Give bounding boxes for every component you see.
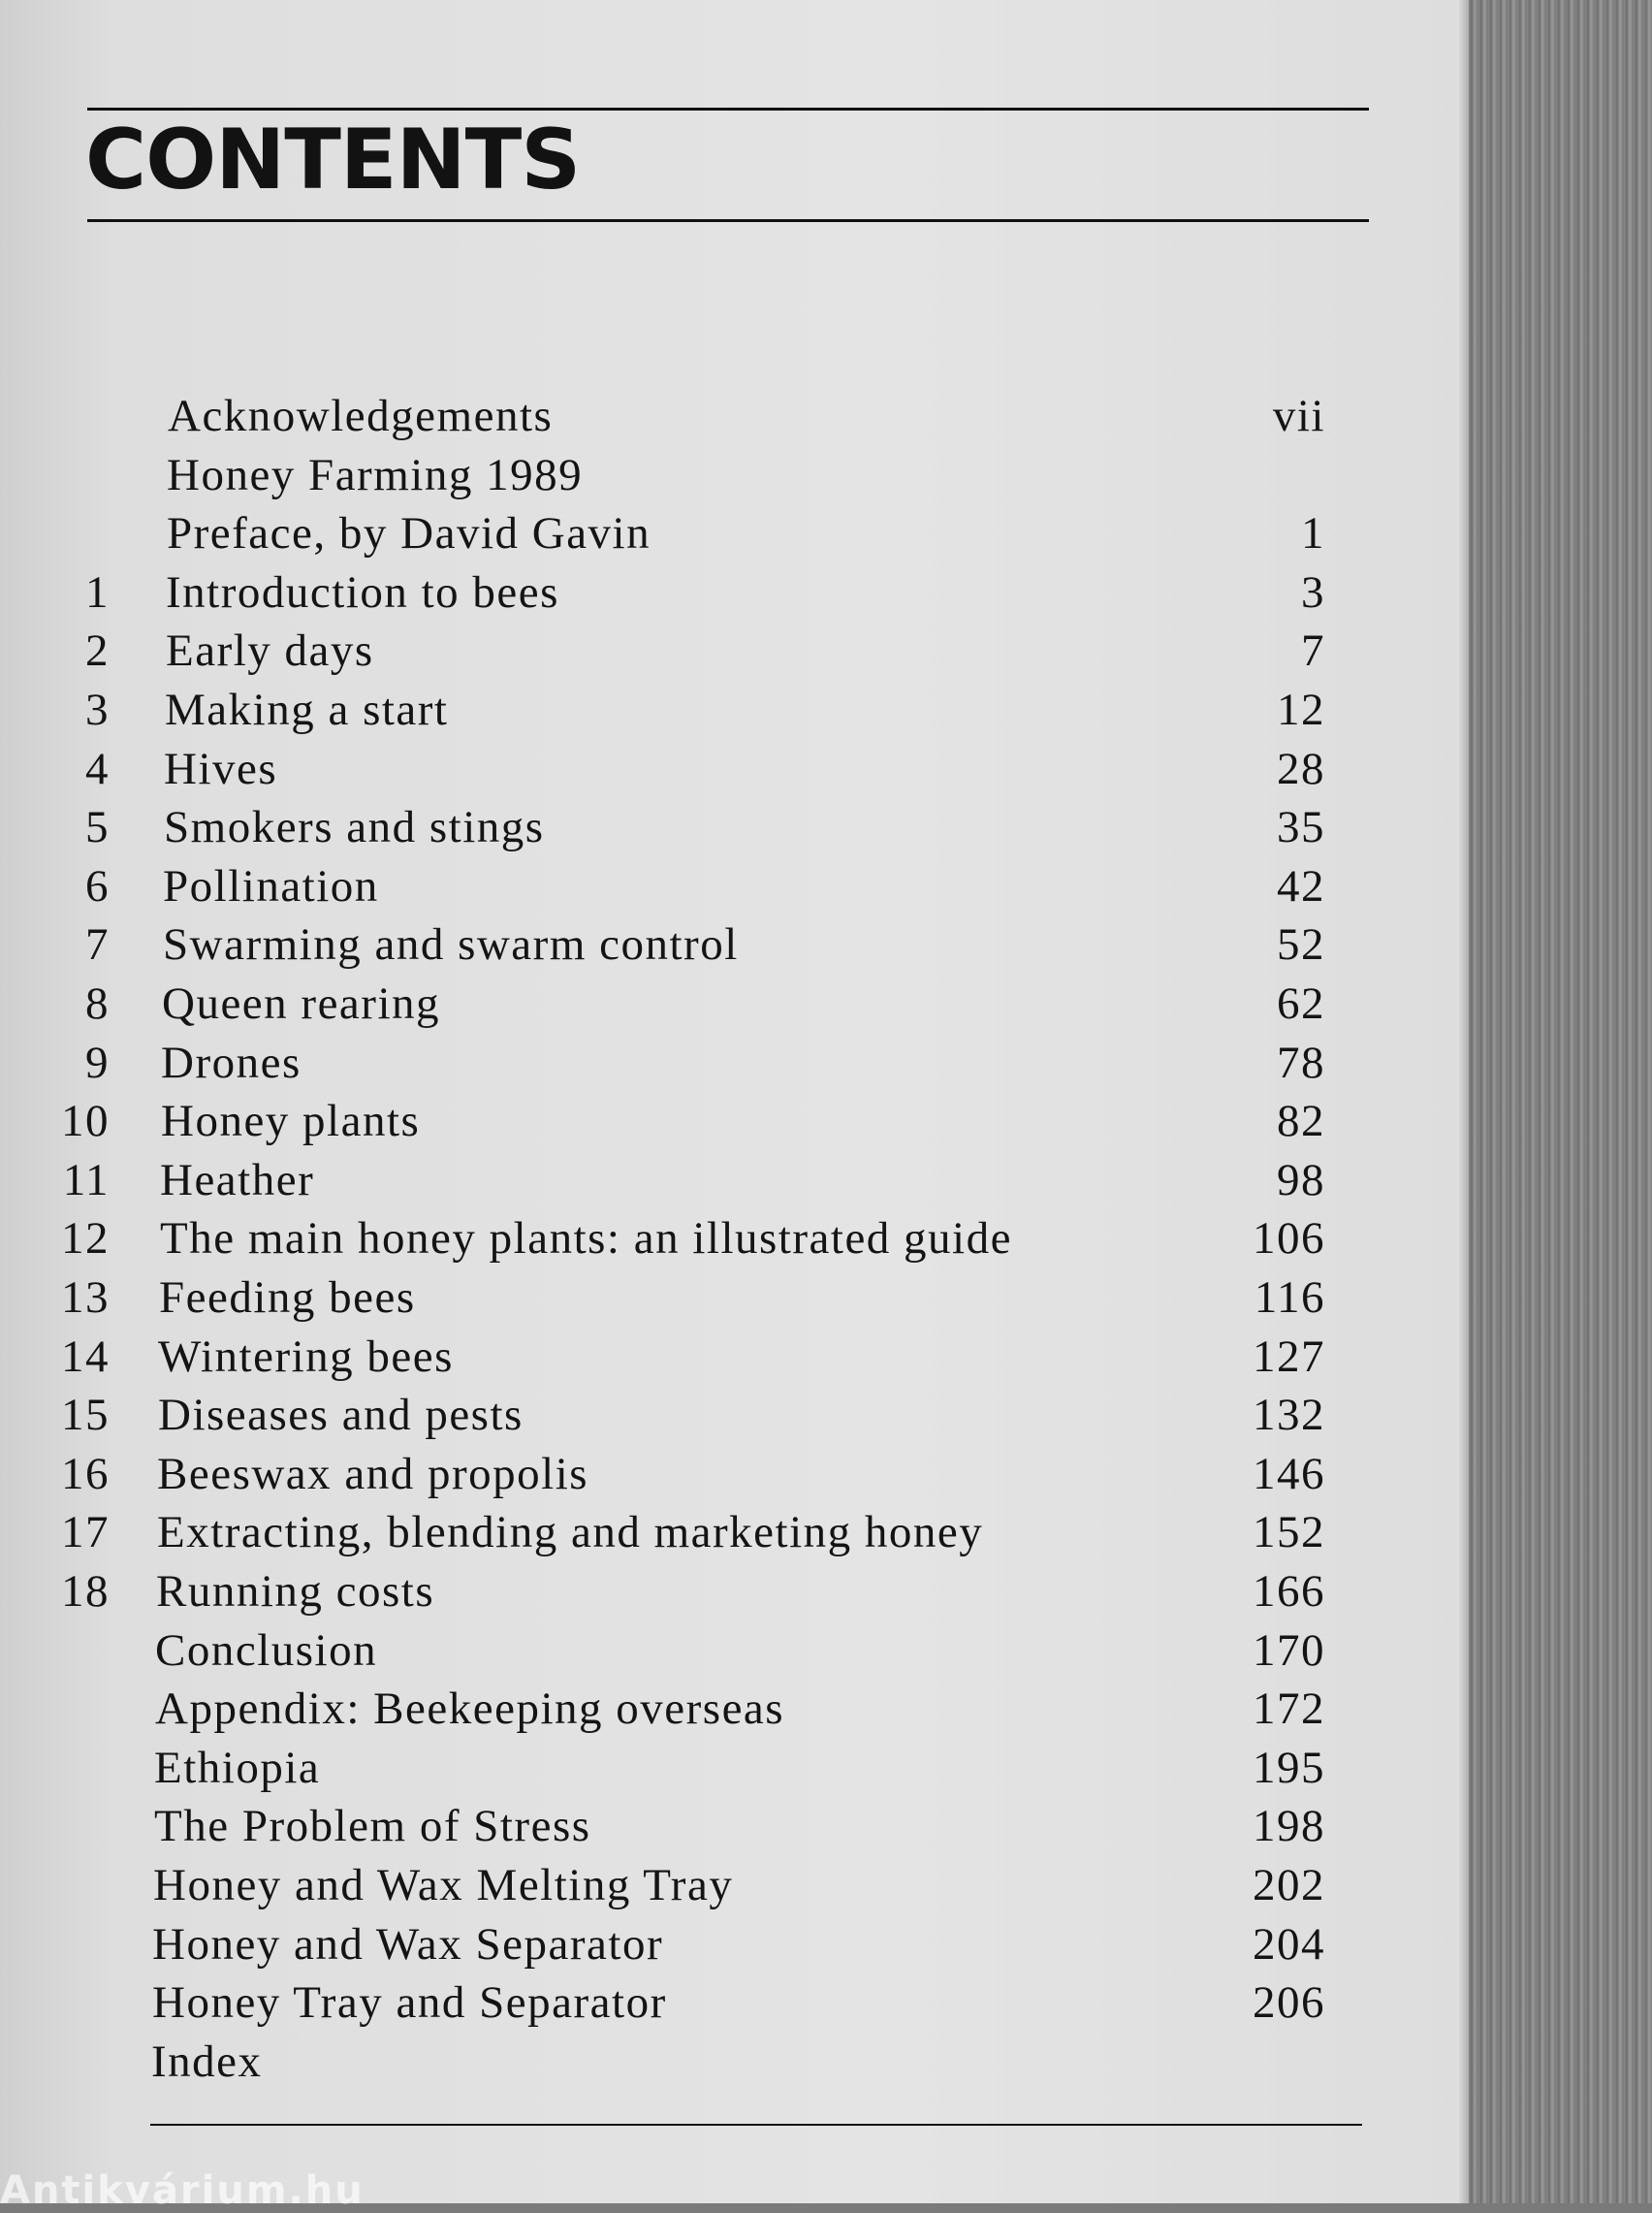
chapter-title: Conclusion	[155, 1624, 378, 1676]
page-number: 3	[1301, 566, 1325, 618]
heading-rule	[87, 219, 1369, 222]
toc-entry	[0, 978, 1469, 1036]
chapter-number: 13	[61, 1272, 110, 1323]
page-number: 172	[1253, 1684, 1325, 1735]
toc-entry	[0, 684, 1469, 742]
page-number: 82	[1277, 1096, 1325, 1147]
chapter-title: Extracting, blending and marketing honey	[157, 1507, 984, 1558]
chapter-number: 16	[61, 1448, 110, 1499]
page-number: 132	[1253, 1390, 1325, 1441]
toc-entry	[0, 918, 1469, 977]
page-number: 98	[1277, 1154, 1325, 1205]
chapter-number: 11	[62, 1154, 110, 1205]
chapter-title: Queen rearing	[162, 978, 440, 1029]
chapter-title: Appendix: Beekeeping overseas	[155, 1684, 785, 1735]
chapter-number: 18	[61, 1566, 110, 1617]
toc-entry	[0, 1918, 1469, 1976]
toc-entry	[0, 625, 1469, 683]
watermark: Antikvárium.hu	[0, 2168, 365, 2213]
toc-entry	[0, 1154, 1469, 1212]
chapter-number: 10	[61, 1096, 110, 1147]
toc-entry	[0, 1389, 1469, 1447]
toc-entry	[0, 1037, 1469, 1095]
toc-entry	[0, 1448, 1469, 1506]
chapter-title: Honey Tray and Separator	[152, 1977, 667, 2029]
chapter-number: 5	[85, 802, 110, 853]
chapter-title: Honey Farming 1989	[167, 449, 584, 500]
toc-entry	[0, 1271, 1469, 1330]
chapter-title: Heather	[160, 1154, 315, 1205]
page-number: 202	[1253, 1860, 1325, 1910]
chapter-title: Honey and Wax Separator	[152, 1918, 664, 1970]
chapter-number: 1	[85, 566, 110, 618]
page-number: 198	[1253, 1801, 1325, 1852]
chapter-title: Pollination	[163, 860, 379, 912]
toc-entry	[0, 1331, 1469, 1389]
chapter-title: Diseases and pests	[158, 1390, 524, 1441]
page-number: 7	[1301, 625, 1325, 677]
chapter-number: 12	[61, 1213, 110, 1265]
page-number: 28	[1277, 743, 1325, 794]
chapter-number: 3	[85, 685, 110, 735]
chapter-number: 2	[85, 625, 110, 677]
page-number: 204	[1253, 1918, 1325, 1970]
toc-entry	[0, 1859, 1469, 1917]
toc-entry	[0, 1565, 1469, 1623]
page-title: CONTENTS	[85, 112, 581, 208]
chapter-title: Swarming and swarm control	[163, 919, 739, 971]
toc-entry	[0, 1800, 1469, 1858]
chapter-number: 6	[85, 860, 110, 912]
toc-entry	[0, 1095, 1469, 1153]
toc-entry	[0, 860, 1469, 918]
chapter-title: Beeswax and propolis	[157, 1448, 589, 1499]
page-number: 166	[1253, 1566, 1325, 1617]
toc-entry	[0, 743, 1469, 801]
toc-entry	[0, 1742, 1469, 1800]
top-rule	[87, 108, 1369, 111]
page-number: 1	[1301, 508, 1325, 560]
chapter-title: Smokers and stings	[164, 802, 545, 853]
chapter-title: Wintering bees	[158, 1331, 454, 1382]
toc-entry	[0, 507, 1469, 565]
toc-entry	[0, 390, 1469, 448]
chapter-title: Drones	[161, 1037, 302, 1088]
toc-entry	[0, 566, 1469, 625]
page-number: 12	[1277, 685, 1325, 735]
page-number: 52	[1277, 919, 1325, 971]
chapter-title: Early days	[166, 625, 374, 677]
page-number: 62	[1277, 978, 1325, 1029]
chapter-title: Preface, by David Gavin	[167, 508, 651, 560]
chapter-number: 14	[61, 1331, 110, 1382]
toc-entry	[0, 2036, 1469, 2094]
toc-entry	[0, 1506, 1469, 1564]
toc-entry	[0, 1624, 1469, 1683]
toc-entry	[0, 1212, 1469, 1270]
page-number: 78	[1277, 1037, 1325, 1088]
page-number: 116	[1254, 1272, 1325, 1323]
chapter-title: Acknowledgements	[168, 391, 554, 441]
page-number: 42	[1277, 860, 1325, 912]
chapter-number: 4	[85, 743, 110, 794]
chapter-title: Ethiopia	[154, 1742, 321, 1793]
page-number: vii	[1272, 391, 1325, 441]
page-number: 106	[1253, 1213, 1325, 1265]
page-number: 206	[1253, 1977, 1325, 2029]
toc-entry	[0, 801, 1469, 859]
chapter-title: The Problem of Stress	[154, 1801, 591, 1852]
chapter-number: 15	[61, 1390, 110, 1441]
page-number: 195	[1253, 1742, 1325, 1793]
book-spine	[1469, 0, 1652, 2203]
chapter-number: 8	[85, 978, 110, 1029]
chapter-number: 17	[61, 1507, 110, 1558]
chapter-title: Index	[151, 2036, 263, 2087]
chapter-title: Feeding bees	[159, 1272, 416, 1323]
chapter-title: The main honey plants: an illustrated guide	[160, 1213, 1012, 1265]
chapter-title: Introduction to bees	[166, 566, 559, 618]
chapter-number: 9	[85, 1037, 110, 1088]
page-number: 146	[1253, 1448, 1325, 1499]
page-number: 170	[1253, 1624, 1325, 1676]
chapter-title: Honey plants	[161, 1096, 421, 1147]
page-number: 127	[1253, 1331, 1325, 1382]
toc-entry	[0, 449, 1469, 507]
chapter-title: Running costs	[156, 1566, 435, 1617]
toc-entry	[0, 1976, 1469, 2035]
chapter-title: Honey and Wax Melting Tray	[153, 1860, 734, 1910]
chapter-number: 7	[85, 919, 110, 971]
bottom-rule	[150, 2124, 1362, 2126]
toc-entry	[0, 1683, 1469, 1741]
chapter-title: Hives	[164, 743, 278, 794]
page-number: 152	[1253, 1507, 1325, 1558]
chapter-title: Making a start	[165, 685, 449, 735]
page-number: 35	[1277, 802, 1325, 853]
